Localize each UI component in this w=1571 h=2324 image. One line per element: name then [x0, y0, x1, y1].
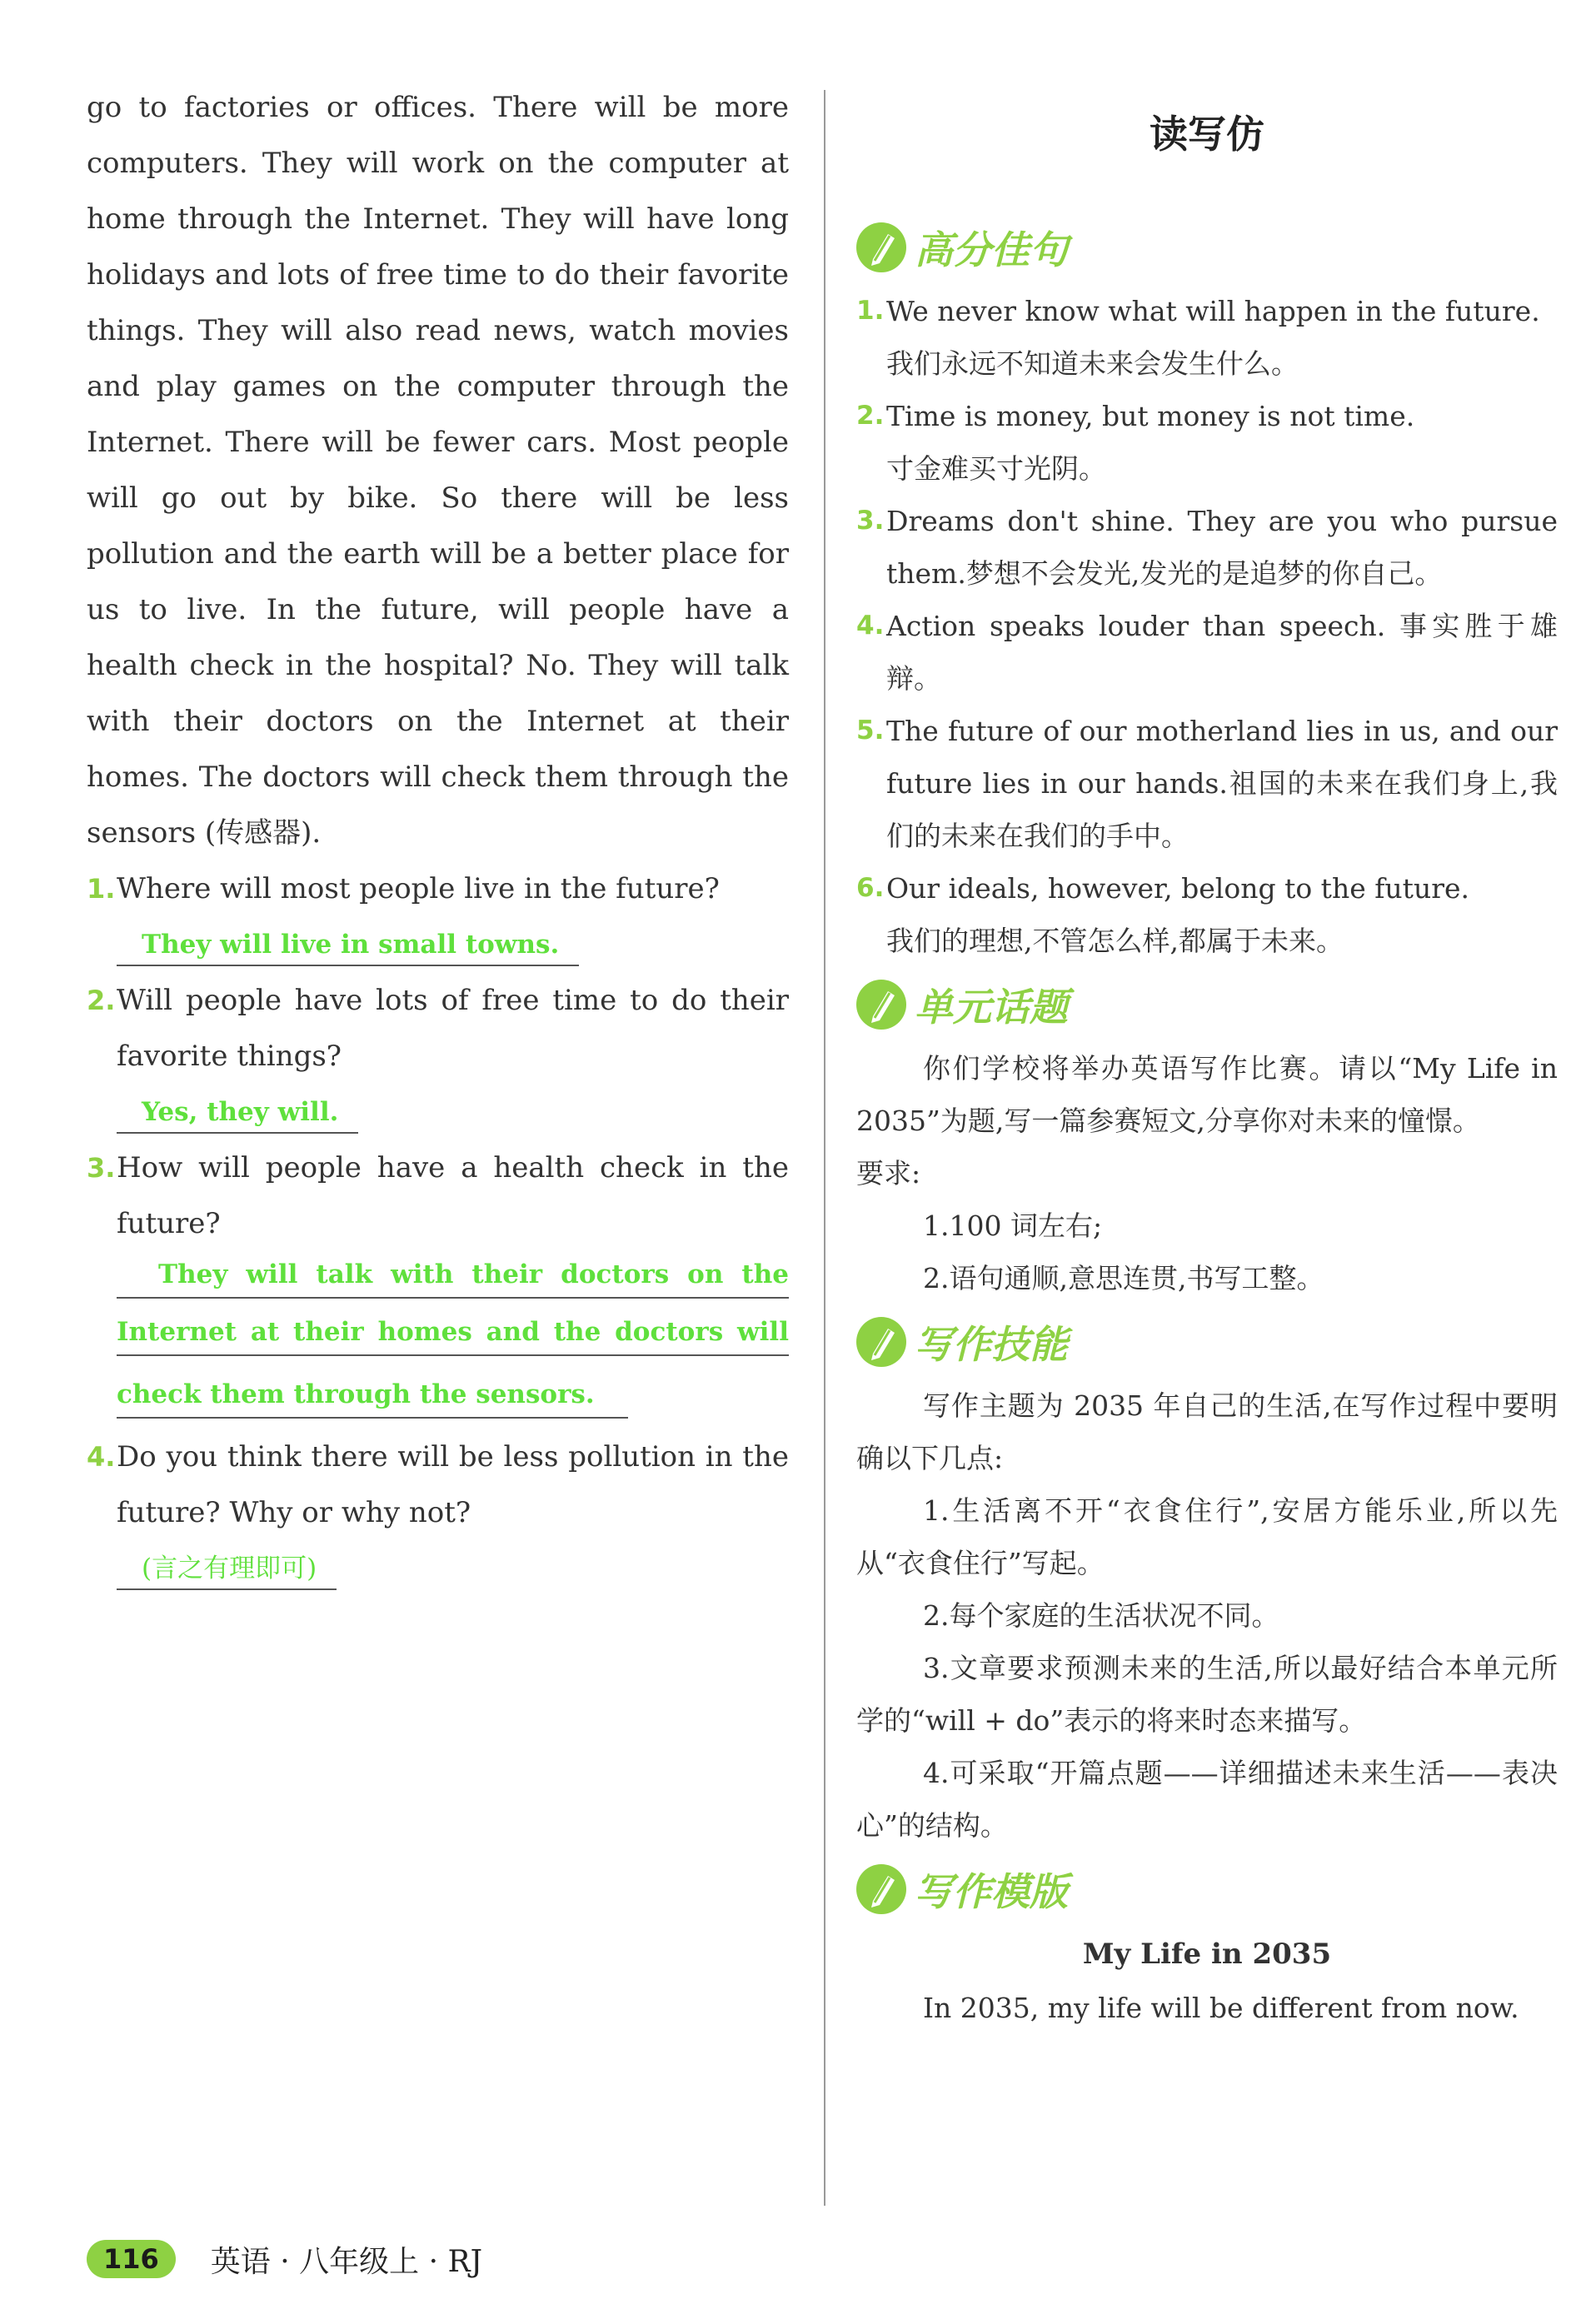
question-4 — [87, 1429, 789, 1541]
section-header-sentences — [856, 218, 1558, 277]
topic-text: 你们学校将举办英语写作比赛。请以“My Life in 2035”为题,写一篇参赛短文,分享你对未来的憧憬。 — [856, 1052, 1558, 1137]
sentence-item — [856, 495, 1558, 600]
answer-text: They will live in small towns. — [117, 926, 579, 966]
section-header-label: 写作模版 — [915, 1869, 1068, 1914]
essay-title: My Life in 2035 — [1082, 1937, 1332, 1971]
pen-icon — [856, 1864, 906, 1914]
answer-line: They will talk with their doctors on the — [117, 1252, 789, 1299]
sentence-english: We never know what will happen in the future. — [886, 295, 1540, 327]
question-3 — [87, 1140, 789, 1252]
section-header-label: 写作技能 — [915, 1322, 1068, 1367]
section-header-topic — [856, 975, 1558, 1034]
pen-icon — [856, 980, 906, 1030]
sentence-item — [856, 600, 1558, 705]
sentence-english: Action speaks louder than speech. 事实胜于雄辩。 — [886, 610, 1558, 695]
sentence-number: 2. — [856, 401, 885, 431]
skills-point: 2.每个家庭的生活状况不同。 — [923, 1599, 1279, 1632]
pen-icon — [856, 222, 906, 272]
right-column — [856, 100, 1558, 2034]
page-number: 116 — [87, 2240, 176, 2278]
sentence-list — [856, 285, 1558, 967]
skills-point: 1.生活离不开“衣食住行”,安居方能乐业,所以先从“衣食住行”写起。 — [856, 1494, 1558, 1579]
sentence-number: 3. — [856, 506, 885, 536]
question-number: 2. — [87, 985, 116, 1016]
question-text: How will people have a health check in the future? — [117, 1151, 789, 1240]
sentence-item — [856, 285, 1558, 390]
sentence-number: 6. — [856, 873, 885, 903]
section-header-template — [856, 1860, 1558, 1918]
requirement-item: 2.语句通顺,意思连贯,书写工整。 — [923, 1262, 1324, 1294]
section-header-label: 单元话题 — [915, 985, 1068, 1030]
section-title: 读写仿 — [1150, 112, 1264, 157]
skills-point: 4.可采取“开篇点题——详细描述未来生活——表决心”的结构。 — [856, 1757, 1558, 1842]
column-divider — [824, 90, 825, 2206]
question-number: 1. — [87, 873, 116, 905]
sentence-number: 5. — [856, 716, 885, 746]
sentence-chinese: 我们的理想,不管怎么样,都属于未来。 — [886, 925, 1344, 957]
sentence-english: The future of our motherland lies in us, and our future lies in our hands.祖国的未来在我们身上,我们的未来在我们的手中。 — [886, 715, 1558, 852]
question-text: Will people have lots of free time to do their favorite things? — [117, 984, 789, 1073]
question-text: Do you think there will be less pollution in the future? Why or why not? — [117, 1440, 789, 1529]
question-text: Where will most people live in the future? — [117, 872, 720, 905]
sentence-item — [856, 705, 1558, 862]
sentence-english: Dreams don't shine. They are you who pursue them.梦想不会发光,发光的是追梦的你自己。 — [886, 505, 1558, 590]
skills-intro: 写作主题为 2035 年自己的生活,在写作过程中要明确以下几点: — [856, 1389, 1558, 1474]
sentence-english: Time is money, but money is not time. — [886, 400, 1415, 432]
pen-icon — [856, 1317, 906, 1367]
sentence-item — [856, 862, 1558, 967]
answer-text: (言之有理即可) — [117, 1550, 337, 1590]
book-info: 英语 · 八年级上 · RJ — [210, 2244, 482, 2279]
answer-text: Yes, they will. — [117, 1094, 358, 1134]
requirement-item: 1.100 词左右; — [923, 1209, 1103, 1242]
answer-line: Internet at their homes and the doctors will — [117, 1309, 789, 1356]
section-header-label: 高分佳句 — [915, 227, 1068, 272]
sentence-number: 1. — [856, 296, 885, 326]
page-footer — [87, 2234, 482, 2284]
section-header-skills — [856, 1313, 1558, 1371]
skills-point: 3.文章要求预测未来的生活,所以最好结合本单元所学的“will + do”表示的将来时态来描写。 — [856, 1652, 1558, 1737]
essay-first-line: In 2035, my life will be different from now. — [923, 1992, 1519, 2024]
question-1 — [87, 861, 789, 917]
sentence-number: 4. — [856, 611, 885, 641]
answer-1 — [117, 917, 789, 973]
left-column — [87, 80, 789, 1597]
sentence-chinese: 寸金难买寸光阴。 — [886, 452, 1106, 485]
question-number: 4. — [87, 1441, 116, 1473]
requirements-label: 要求: — [856, 1157, 921, 1189]
answer-2 — [117, 1085, 789, 1140]
answer-3 — [117, 1252, 789, 1429]
answer-line: check them through the sensors. — [117, 1372, 628, 1419]
sentence-chinese: 我们永远不知道未来会发生什么。 — [886, 347, 1299, 380]
answer-4 — [117, 1541, 789, 1597]
question-2 — [87, 973, 789, 1085]
sentence-english: Our ideals, however, belong to the future. — [886, 872, 1469, 905]
reading-passage: go to factories or offices. There will be more computers. They will work on the computer at home through the Internet. They will have long holidays and lots of free time to do their favorite things. They will also read news, watch movies and play games on the computer through the Internet. There will be fewer cars. Most people will go out by bike. So there will be less pollution and the earth will be a better place for us to live. In the future, will people have a health check in the hospital? No. They will talk with their doctors on the Internet at their homes. The doctors will check them through the sensors (传感器). — [87, 91, 789, 850]
sentence-item — [856, 390, 1558, 495]
question-number: 3. — [87, 1152, 116, 1184]
